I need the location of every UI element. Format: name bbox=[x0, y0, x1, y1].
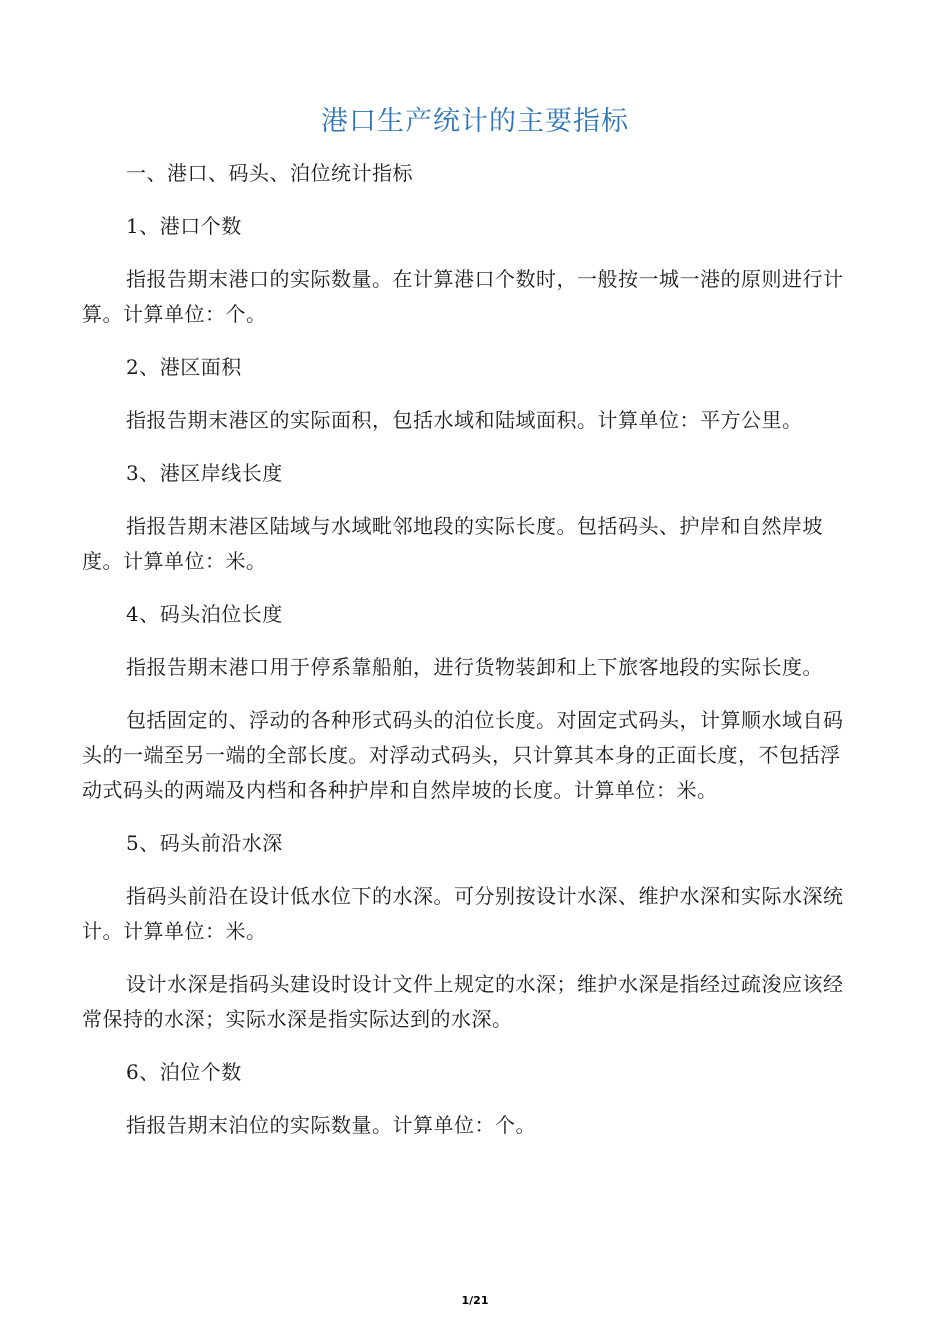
paragraph: 指报告期末港口用于停系靠船舶，进行货物装卸和上下旅客地段的实际长度。 bbox=[126, 655, 823, 679]
document-title: 港口生产统计的主要指标 bbox=[321, 106, 629, 137]
paragraph: 指报告期末泊位的实际数量。计算单位：个。 bbox=[126, 1113, 536, 1137]
paragraph: 包括固定的、浮动的各种形式码头的泊位长度。对固定式码头，计算顺水域自码头的一端至另一端的全部长度。对浮动式码头，只计算其本身的正面长度，不包括浮动式码头的两端及内档和各种护岸和自然岸坡的长度。计算单位：米。 bbox=[82, 708, 844, 802]
section-heading: 1、港口个数 bbox=[126, 214, 242, 238]
section-heading: 4、码头泊位长度 bbox=[126, 602, 283, 626]
paragraph: 指报告期末港区的实际面积，包括水域和陆域面积。计算单位：平方公里。 bbox=[126, 408, 803, 432]
paragraph: 设计水深是指码头建设时设计文件上规定的水深；维护水深是指经过疏浚应该经常保持的水深；实际水深是指实际达到的水深。 bbox=[82, 972, 844, 1031]
section-heading: 2、港区面积 bbox=[126, 355, 242, 379]
section-heading: 一、港口、码头、泊位统计指标 bbox=[126, 161, 413, 185]
paragraph: 指报告期末港口的实际数量。在计算港口个数时，一般按一城一港的原则进行计算。计算单位：个。 bbox=[82, 267, 844, 326]
document-body bbox=[82, 156, 854, 1161]
paragraph: 指报告期末港区陆域与水域毗邻地段的实际长度。包括码头、护岸和自然岸坡度。计算单位：米。 bbox=[82, 514, 823, 573]
section-heading: 6、泊位个数 bbox=[126, 1060, 242, 1084]
paragraph: 指码头前沿在设计低水位下的水深。可分别按设计水深、维护水深和实际水深统计。计算单位：米。 bbox=[82, 884, 844, 943]
page-number: 1/21 bbox=[461, 1294, 489, 1307]
section-heading: 3、港区岸线长度 bbox=[126, 461, 283, 485]
section-heading: 5、码头前沿水深 bbox=[126, 831, 283, 855]
